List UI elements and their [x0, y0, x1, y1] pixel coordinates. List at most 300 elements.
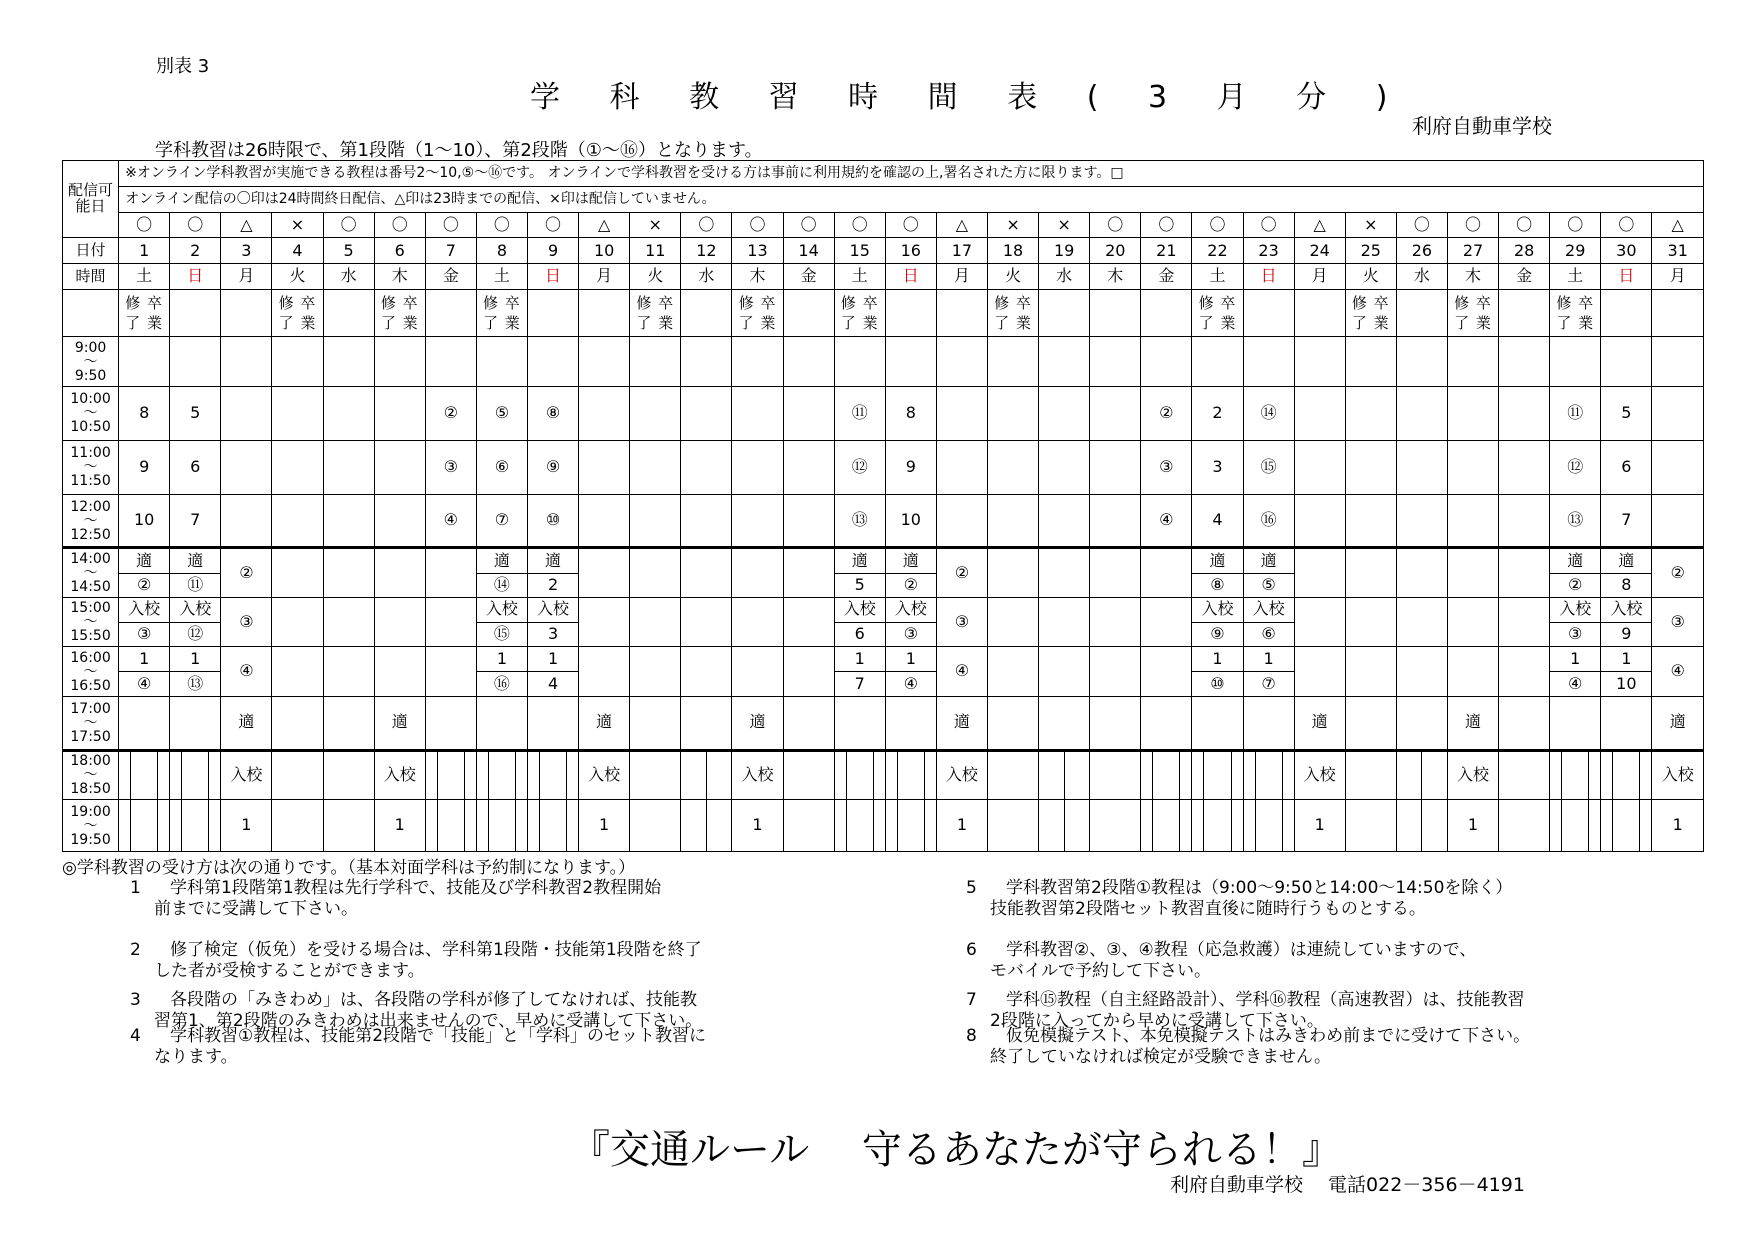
lesson-cell: ④	[1652, 647, 1704, 697]
lesson-cell	[425, 337, 476, 387]
lesson-cell	[1601, 597, 1652, 647]
delivery-mark: 〇	[1601, 212, 1652, 238]
weekday-cell: 金	[1141, 264, 1192, 290]
lesson-cell: 10	[119, 494, 170, 548]
lesson-cell	[119, 750, 170, 800]
period-range-mark: ～	[83, 405, 98, 422]
lesson-cell	[1090, 494, 1141, 548]
lesson-cell	[1396, 440, 1447, 494]
lesson-bottom: ④	[119, 671, 169, 696]
lesson-cell: 10	[885, 494, 936, 548]
lesson-cell	[323, 386, 374, 440]
lesson-cell	[1396, 647, 1447, 697]
completion-cell	[272, 290, 323, 337]
lesson-cell	[936, 494, 987, 548]
completion-cell	[834, 290, 885, 337]
lesson-cell	[630, 548, 681, 598]
date-cell: 10	[579, 238, 630, 264]
lesson-top: 入校	[894, 599, 927, 619]
completion-line: 了 業	[994, 314, 1032, 333]
period-time-cell	[63, 750, 119, 800]
lesson-cell	[681, 696, 732, 750]
lesson-top: 1	[139, 648, 150, 668]
lesson-cell	[272, 750, 323, 800]
lesson-cell	[1243, 548, 1294, 598]
lesson-bottom: ⑯	[477, 671, 527, 696]
guide-rule-number: 6	[966, 940, 977, 960]
lesson-cell	[170, 750, 221, 800]
lesson-cell	[221, 494, 272, 548]
period-end-time: 19:50	[70, 831, 111, 848]
lesson-cell	[1243, 647, 1294, 697]
guide-rule-line: 学科⑮教程（自主経路設計）、学科⑯教程（高速教習）は、技能教習	[1006, 990, 1525, 1010]
lesson-cell	[170, 337, 221, 387]
lesson-cell	[272, 494, 323, 548]
completion-line: 修 卒	[380, 294, 419, 313]
lesson-cell	[987, 386, 1038, 440]
delivery-mark: 〇	[1141, 212, 1192, 238]
date-cell: 5	[323, 238, 374, 264]
lesson-cell	[885, 696, 936, 750]
delivery-mark: 〇	[885, 212, 936, 238]
guide-rule-line: 2段階に入ってから早めに受講して下さい。	[990, 1011, 1324, 1031]
lesson-bottom: ⑤	[1244, 573, 1294, 597]
delivery-mark: 〇	[323, 212, 374, 238]
lesson-cell	[221, 440, 272, 494]
lesson-cell	[1447, 597, 1498, 647]
lesson-bottom: 2	[528, 573, 578, 597]
lesson-top: 適	[187, 550, 204, 570]
weekday-cell: 木	[1447, 264, 1498, 290]
delivery-mark: 〇	[119, 212, 170, 238]
lesson-cell: 入校	[1294, 750, 1345, 800]
lesson-cell	[323, 337, 374, 387]
guide-rule	[966, 878, 1512, 920]
lesson-cell	[1345, 337, 1396, 387]
completion-graduation-mark	[125, 293, 163, 333]
lesson-cell	[374, 548, 425, 598]
delivery-mark: △	[1652, 212, 1704, 238]
completion-cell	[1447, 290, 1498, 337]
lesson-cell	[527, 647, 578, 697]
completion-cell	[1090, 290, 1141, 337]
date-cell: 16	[885, 238, 936, 264]
lesson-cell: 9	[119, 440, 170, 494]
date-cell: 4	[272, 238, 323, 264]
weekday-cell: 火	[630, 264, 681, 290]
lesson-cell	[272, 597, 323, 647]
lesson-cell	[1090, 440, 1141, 494]
completion-line: 了 業	[278, 314, 317, 333]
lesson-top: 1	[1263, 648, 1274, 668]
lesson-cell: ④	[936, 647, 987, 697]
time-label: 時間	[63, 264, 119, 290]
date-cell: 14	[783, 238, 834, 264]
completion-cell	[323, 290, 374, 337]
lesson-cell	[1090, 800, 1141, 852]
lesson-cell	[527, 337, 578, 387]
lesson-cell	[272, 800, 323, 852]
completion-line: 修 卒	[1351, 294, 1390, 313]
period-start-time: 19:00	[70, 803, 111, 820]
lesson-cell	[732, 386, 783, 440]
lesson-cell: ⑯	[1243, 494, 1294, 548]
weekday-cell: 火	[1345, 264, 1396, 290]
lesson-cell	[119, 337, 170, 387]
period-end-time: 11:50	[70, 473, 111, 490]
lesson-cell	[1345, 800, 1396, 852]
delivery-mark: 〇	[1243, 212, 1294, 238]
period-time-cell	[63, 386, 119, 440]
lesson-top: 入校	[537, 599, 570, 619]
lesson-cell	[1447, 494, 1498, 548]
lesson-cell	[425, 548, 476, 598]
lesson-bottom: 9	[1601, 622, 1651, 647]
delivery-mark: 〇	[1499, 212, 1550, 238]
lesson-cell	[783, 696, 834, 750]
period-time-cell	[63, 337, 119, 387]
lesson-cell	[272, 548, 323, 598]
weekday-cell: 日	[1601, 264, 1652, 290]
delivery-mark: 〇	[425, 212, 476, 238]
lesson-cell	[476, 647, 527, 697]
period-range-mark: ～	[83, 714, 98, 731]
lesson-cell: ⑪	[834, 386, 885, 440]
lesson-cell	[681, 386, 732, 440]
lesson-cell	[1345, 647, 1396, 697]
lesson-cell	[1039, 647, 1090, 697]
delivery-mark: 〇	[170, 212, 221, 238]
lesson-cell: ④	[1141, 494, 1192, 548]
weekday-cell: 月	[936, 264, 987, 290]
lesson-cell	[323, 440, 374, 494]
lesson-cell	[1345, 386, 1396, 440]
lesson-cell	[579, 647, 630, 697]
completion-graduation-mark	[739, 293, 777, 333]
lesson-cell	[1499, 800, 1550, 852]
weekday-cell: 月	[579, 264, 630, 290]
lesson-cell	[1396, 337, 1447, 387]
lesson-cell	[1499, 647, 1550, 697]
period-range-mark: ～	[83, 817, 98, 834]
lesson-cell	[425, 647, 476, 697]
lesson-cell	[170, 647, 221, 697]
date-cell: 18	[987, 238, 1038, 264]
lesson-cell	[783, 386, 834, 440]
delivery-mark: ×	[1345, 212, 1396, 238]
lesson-cell	[783, 548, 834, 598]
lesson-top: 適	[851, 550, 868, 570]
guide-rule-line: 修了検定（仮免）を受ける場合は、学科第1段階・技能第1段階を終了	[170, 940, 702, 960]
lesson-cell	[1447, 440, 1498, 494]
lesson-cell	[1294, 548, 1345, 598]
weekday-cell: 水	[1396, 264, 1447, 290]
lesson-cell	[783, 800, 834, 852]
school-name: 利府自動車学校	[1412, 114, 1552, 138]
lesson-cell: 適	[732, 696, 783, 750]
appendix-label: 別表 3	[156, 56, 210, 77]
period-end-time: 18:50	[70, 781, 111, 798]
completion-line: 了 業	[1351, 314, 1390, 333]
completion-line: 了 業	[840, 314, 879, 333]
lesson-cell	[1090, 750, 1141, 800]
lesson-cell	[630, 597, 681, 647]
lesson-cell	[119, 647, 170, 697]
lesson-bottom: ②	[119, 573, 169, 597]
lesson-cell: ⑫	[1550, 440, 1601, 494]
period-start-time: 17:00	[70, 700, 111, 717]
date-cell: 29	[1550, 238, 1601, 264]
guide-rule-line: 学科第1段階第1教程は先行学科で、技能及び学科教習2教程開始	[170, 878, 662, 898]
lesson-cell	[579, 440, 630, 494]
date-cell: 22	[1192, 238, 1243, 264]
lesson-cell	[1039, 750, 1090, 800]
lesson-cell	[1601, 750, 1652, 800]
guide-rule-number: 1	[130, 878, 141, 898]
lesson-cell: ⑩	[527, 494, 578, 548]
date-cell: 1	[119, 238, 170, 264]
lesson-cell: 1	[221, 800, 272, 852]
weekday-cell: 金	[425, 264, 476, 290]
lesson-cell	[119, 548, 170, 598]
date-cell: 19	[1039, 238, 1090, 264]
weekday-cell: 土	[1192, 264, 1243, 290]
summary-text: 学科教習は26時限で、第1段階（1～10）、第2段階（①～⑯）となります。	[155, 140, 763, 161]
lesson-cell	[323, 647, 374, 697]
date-cell: 28	[1499, 238, 1550, 264]
lesson-cell	[1601, 696, 1652, 750]
lesson-cell	[936, 337, 987, 387]
lesson-cell	[1039, 800, 1090, 852]
weekday-cell: 月	[1294, 264, 1345, 290]
lesson-cell	[374, 494, 425, 548]
lesson-cell	[681, 440, 732, 494]
lesson-cell	[834, 647, 885, 697]
lesson-cell: ⑬	[1550, 494, 1601, 548]
lesson-cell	[987, 696, 1038, 750]
lesson-cell	[1345, 597, 1396, 647]
lesson-top: 入校	[128, 599, 161, 619]
delivery-mark: 〇	[681, 212, 732, 238]
date-cell: 20	[1090, 238, 1141, 264]
guide-rule	[966, 940, 1476, 982]
lesson-cell	[1141, 548, 1192, 598]
period-time-cell	[63, 440, 119, 494]
lesson-bottom: ③	[1550, 622, 1600, 647]
lesson-cell: ④	[221, 647, 272, 697]
lesson-cell	[579, 337, 630, 387]
lesson-cell	[1499, 494, 1550, 548]
lesson-bottom: ⑧	[1192, 573, 1242, 597]
lesson-cell: ③	[221, 597, 272, 647]
lesson-cell: 入校	[1652, 750, 1704, 800]
guide-rule-line: 終了していなければ検定が受験できません。	[990, 1047, 1332, 1067]
weekday-cell: 土	[834, 264, 885, 290]
lesson-bottom: 3	[528, 622, 578, 647]
lesson-cell: 9	[885, 440, 936, 494]
date-cell: 13	[732, 238, 783, 264]
lesson-cell	[323, 750, 374, 800]
lesson-cell	[527, 696, 578, 750]
weekday-cell: 火	[272, 264, 323, 290]
lesson-cell	[1499, 597, 1550, 647]
completion-cell	[1294, 290, 1345, 337]
lesson-cell	[630, 386, 681, 440]
delivery-label: 配信可能日	[63, 161, 119, 238]
completion-cell	[936, 290, 987, 337]
lesson-cell: 1	[374, 800, 425, 852]
date-cell: 26	[1396, 238, 1447, 264]
date-cell: 23	[1243, 238, 1294, 264]
lesson-cell	[681, 597, 732, 647]
completion-cell	[119, 290, 170, 337]
period-range-mark: ～	[83, 767, 98, 784]
guide-rule-line: 技能教習第2段階セット教習直後に随時行うものとする。	[990, 899, 1426, 919]
date-cell: 21	[1141, 238, 1192, 264]
lesson-cell	[1601, 800, 1652, 852]
period-time-cell	[63, 696, 119, 750]
weekday-cell: 水	[323, 264, 374, 290]
lesson-cell	[221, 337, 272, 387]
period-end-time: 9:50	[74, 367, 107, 384]
weekday-cell: 土	[119, 264, 170, 290]
lesson-cell	[681, 750, 732, 800]
lesson-cell: 5	[170, 386, 221, 440]
period-time-cell	[63, 597, 119, 647]
completion-graduation-mark	[1352, 293, 1390, 333]
lesson-cell	[732, 440, 783, 494]
completion-line: 修 卒	[125, 294, 164, 313]
period-range-mark: ～	[83, 353, 98, 370]
period-start-time: 10:00	[70, 391, 111, 408]
guide-rule	[130, 878, 661, 920]
lesson-top: 適	[1567, 550, 1584, 570]
lesson-cell	[1294, 337, 1345, 387]
lesson-cell	[425, 800, 476, 852]
lesson-cell: 入校	[579, 750, 630, 800]
lesson-cell	[1294, 647, 1345, 697]
guide-rule-number: 5	[966, 878, 977, 898]
delivery-mark: 〇	[1090, 212, 1141, 238]
lesson-cell: 4	[1192, 494, 1243, 548]
completion-line: 修 卒	[1454, 294, 1492, 313]
lesson-cell: 1	[732, 800, 783, 852]
lesson-cell	[425, 696, 476, 750]
date-cell: 11	[630, 238, 681, 264]
completion-line: 修 卒	[738, 294, 777, 313]
lesson-cell	[1652, 440, 1704, 494]
delivery-mark: △	[579, 212, 630, 238]
weekday-cell: 金	[783, 264, 834, 290]
weekday-cell: 金	[1499, 264, 1550, 290]
lesson-cell	[1039, 337, 1090, 387]
lesson-cell	[1652, 494, 1704, 548]
lesson-cell	[272, 440, 323, 494]
period-time-cell	[63, 494, 119, 548]
lesson-cell	[323, 696, 374, 750]
weekday-cell: 土	[1550, 264, 1601, 290]
lesson-cell	[783, 440, 834, 494]
lesson-cell	[1601, 337, 1652, 387]
completion-line: 修 卒	[483, 294, 521, 313]
delivery-mark: 〇	[732, 212, 783, 238]
delivery-mark: 〇	[834, 212, 885, 238]
lesson-cell	[834, 800, 885, 852]
completion-line: 了 業	[1556, 314, 1595, 333]
lesson-cell	[272, 386, 323, 440]
lesson-cell	[1550, 647, 1601, 697]
lesson-cell	[1447, 647, 1498, 697]
period-time-cell	[63, 647, 119, 697]
lesson-cell	[476, 597, 527, 647]
completion-line: 修 卒	[278, 294, 317, 313]
lesson-top: 適	[902, 550, 919, 570]
lesson-cell: ⑫	[834, 440, 885, 494]
guide-rule	[130, 1026, 706, 1068]
completion-graduation-mark	[636, 293, 674, 333]
lesson-cell	[1550, 750, 1601, 800]
lesson-cell	[1192, 548, 1243, 598]
period-range-mark: ～	[83, 614, 98, 631]
lesson-cell: ⑤	[476, 386, 527, 440]
lesson-cell	[1039, 696, 1090, 750]
date-cell: 25	[1345, 238, 1396, 264]
lesson-cell	[1294, 440, 1345, 494]
lesson-cell	[1499, 548, 1550, 598]
lesson-cell	[476, 548, 527, 598]
lesson-cell	[1090, 696, 1141, 750]
lesson-cell	[579, 548, 630, 598]
completion-cell	[1499, 290, 1550, 337]
weekday-cell: 日	[170, 264, 221, 290]
completion-cell	[1396, 290, 1447, 337]
lesson-bottom: ⑩	[1192, 671, 1242, 696]
completion-line: 修 卒	[1556, 294, 1595, 313]
lesson-cell	[527, 548, 578, 598]
lesson-cell: ②	[1652, 548, 1704, 598]
lesson-cell	[374, 337, 425, 387]
completion-cell	[425, 290, 476, 337]
lesson-cell	[1396, 800, 1447, 852]
guide-rule-line: 学科教習①教程は、技能第2段階で「技能」と「学科」のセット教習に	[170, 1026, 707, 1046]
lesson-cell	[1601, 548, 1652, 598]
completion-cell	[1601, 290, 1652, 337]
guide-rule-number: 8	[966, 1026, 977, 1046]
guide-rule-line: した者が受検することができます。	[154, 961, 425, 981]
lesson-cell	[476, 750, 527, 800]
date-cell: 8	[476, 238, 527, 264]
lesson-cell: 入校	[221, 750, 272, 800]
completion-cell	[681, 290, 732, 337]
lesson-cell	[272, 696, 323, 750]
completion-cell	[221, 290, 272, 337]
date-cell: 17	[936, 238, 987, 264]
lesson-cell: 5	[1601, 386, 1652, 440]
period-start-time: 12:00	[70, 498, 111, 515]
guide-rule-line: なります。	[154, 1047, 238, 1067]
completion-cell	[170, 290, 221, 337]
completion-line: 了 業	[380, 314, 419, 333]
lesson-top: 1	[905, 648, 916, 668]
guide-heading: ◎学科教習の受け方は次の通りです。（基本対面学科は予約制になります。）	[62, 858, 636, 878]
lesson-cell	[1141, 696, 1192, 750]
guide-rule-number: 7	[966, 990, 977, 1010]
online-legend-note: オンライン配信の〇印は24時間終日配信、△印は23時までの配信、×印は配信していません。	[119, 186, 1704, 212]
lesson-cell	[579, 386, 630, 440]
lesson-cell	[630, 647, 681, 697]
guide-rule-number: 4	[130, 1026, 141, 1046]
lesson-cell	[1396, 696, 1447, 750]
